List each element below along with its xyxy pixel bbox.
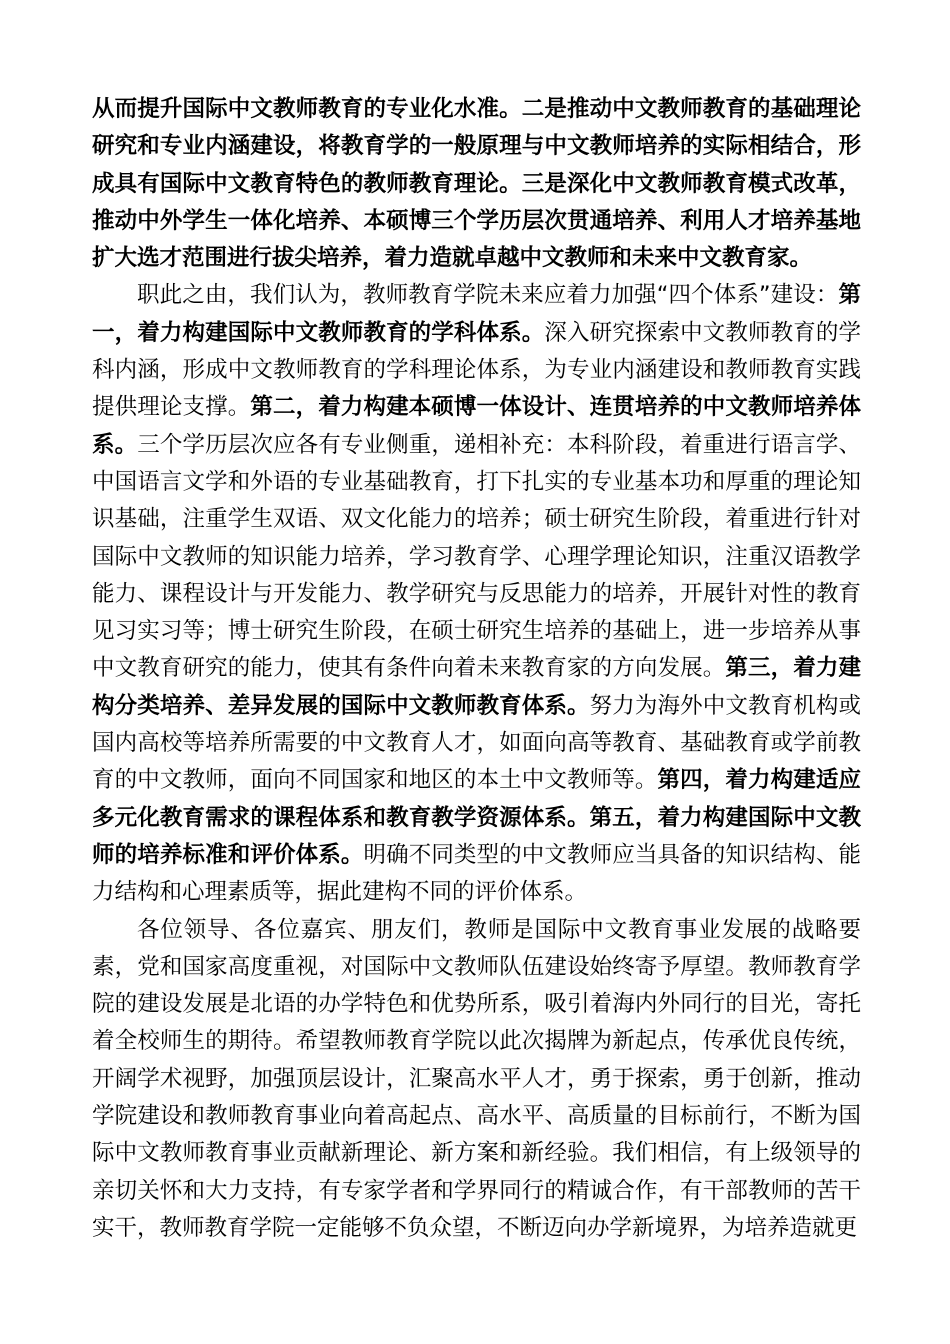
paragraph-2 bbox=[92, 277, 861, 911]
bold-text: 第四，着力构建适应多元化教育需求的课程体系和教育教学资源体系。第五，着力构建国际中文教师的培养标准和评价体系。 bbox=[92, 767, 861, 868]
body-text: 职此之由，我们认为，教师教育学院未来应着力加强“四个体系”建设： bbox=[137, 282, 839, 309]
body-text: 三个学历层次应各有专业侧重，递相补充：本科阶段，着重进行语言学、中国语言文学和外语的专业基础教育，打下扎实的专业基本功和厚重的理论知识基础，注重学生双语、双文化能力的培养；硕士研究生阶段，着重进行针对国际中文教师的知识能力培养，学习教育学、心理学理论知识，注重汉语教学能力、课程设计与开发能力、教学研究与反思能力的培养，开展针对性的教育见习实习等；博士研究生阶段，在硕士研究生培养的基础上，进一步培养从事中文教育研究的能力，使其有条件向着未来教育家的方向发展。 bbox=[92, 431, 861, 682]
bold-text: 第三，着力建构分类培养、差异发展的国际中文教师教育体系。 bbox=[92, 655, 861, 719]
paragraph-1 bbox=[92, 91, 861, 277]
paragraph-3 bbox=[92, 912, 861, 1248]
body-text: 明确不同类型的中文教师应当具备的知识结构、能力结构和心理素质等，据此建构不同的评价体系。 bbox=[92, 841, 861, 906]
body-text: 努力为海外中文教育机构或国内高校等培养所需要的中文教育人才，如面向高等教育、基础教育或学前教育的中文教师，面向不同国家和地区的本土中文教师等。 bbox=[92, 692, 861, 794]
body-text: 各位领导、各位嘉宾、朋友们，教师是国际中文教育事业发展的战略要素，党和国家高度重视，对国际中文教师队伍建设始终寄予厚望。教师教育学院的建设发展是北语的办学特色和优势所系，吸引着海内外同行的目光，寄托着全校师生的期待。希望教师教育学院以此次揭牌为新起点，传承优良传统，开阔学术视野，加强顶层设计，汇聚高水平人才，勇于探索，勇于创新，推动学院建设和教师教育事业向着高起点、高水平、高质量的目标前行，不断为国际中文教师教育事业贡献新理论、新方案和新经验。我们相信，有上级领导的亲切关怀和大力支持，有专家学者和学界同行的精诚合作，有干部教师的苦干实干，教师教育学院一定能够不负众望，不断迈向办学新境界，为培养造就更 bbox=[92, 916, 861, 1241]
bold-text: 从而提升国际中文教师教育的专业化水准。二是推动中文教师教育的基础理论研究和专业内涵建设，将教育学的一般原理与中文教师培养的实际相结合，形成具有国际中文教育特色的教师教育理论。三是深化中文教师教育模式改革，推动中外学生一体化培养、本硕博三个学历层次贯通培养、利用人才培养基地扩大选才范围进行拔尖培养，着力造就卓越中文教师和未来中文教育家。 bbox=[92, 96, 861, 272]
bold-text: 第二，着力构建本硕博一体设计、连贯培养的中文教师培养体系。 bbox=[92, 394, 861, 458]
bold-text: 第一，着力构建国际中文教师教育的学科体系。 bbox=[92, 282, 861, 346]
document-page bbox=[92, 91, 861, 1247]
body-text: 深入研究探索中文教师教育的学科内涵，形成中文教师教育的学科理论体系，为专业内涵建设和教师教育实践提供理论支撑。 bbox=[92, 319, 861, 421]
